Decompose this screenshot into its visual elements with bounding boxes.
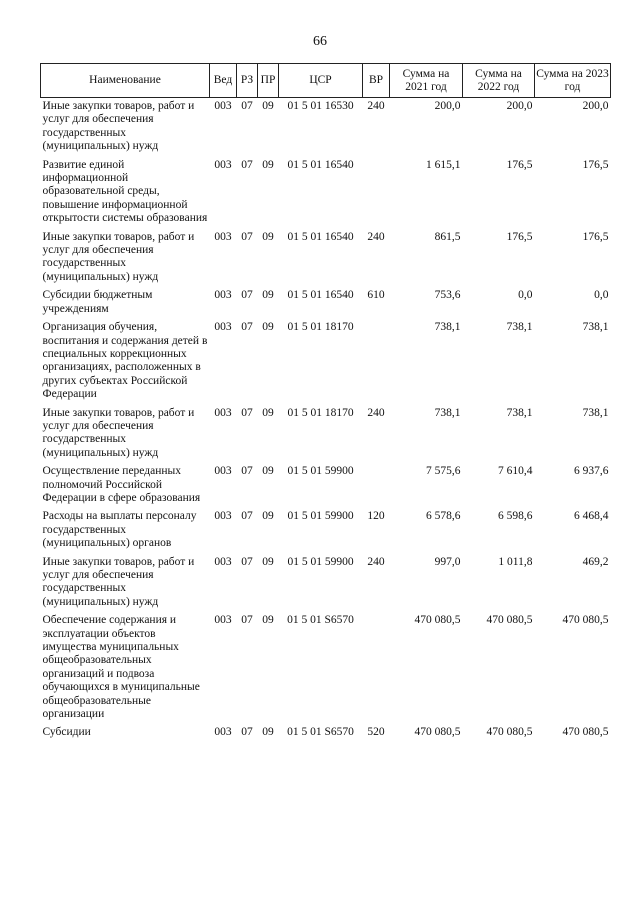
cell-sum-2023: 738,1: [582, 406, 609, 419]
cell-vr: [363, 463, 390, 508]
cell-sum-2021: 470 080,5: [414, 726, 461, 739]
cell-sum-2023: 738,1: [582, 321, 609, 334]
cell-pr: 09: [262, 100, 274, 112]
cell-rz: 07: [241, 614, 253, 627]
cell-pr: 09: [262, 555, 274, 568]
cell-ved: 003: [214, 289, 232, 302]
cell-rz: 07: [241, 289, 253, 302]
cell-csr: 01 5 01 16540: [287, 158, 354, 171]
cell-sum-2023: 470 080,5: [562, 614, 609, 627]
cell-vr: 520: [367, 726, 385, 739]
table-row: [41, 98, 611, 157]
cell-rz: 07: [241, 465, 253, 478]
cell-sum-2021: 997,0: [434, 555, 461, 568]
cell-name: Осуществление переданных полномочий Российской Федерации в сфере образования: [42, 465, 201, 504]
cell-sum-2022: 1 011,8: [498, 555, 533, 568]
table-row: [41, 724, 611, 742]
cell-ved: 003: [214, 555, 232, 568]
cell-sum-2022: 6 598,6: [498, 510, 533, 523]
cell-sum-2023: 0,0: [594, 289, 609, 302]
cell-csr: 01 5 01 16540: [287, 289, 354, 302]
cell-csr: 01 5 01 59900: [287, 510, 354, 523]
cell-name: Иные закупки товаров, работ и услуг для обеспечения государственных (муниципальных) нужд: [42, 406, 195, 459]
cell-rz: 07: [241, 406, 253, 419]
cell-ved: 003: [214, 614, 232, 627]
header-sum-2023: Сумма на 2023 год: [535, 64, 611, 98]
cell-name: Субсидии бюджетным учреждениям: [42, 289, 153, 315]
cell-vr: 240: [367, 230, 385, 243]
cell-rz: 07: [241, 321, 253, 334]
table-row: [41, 554, 611, 613]
cell-sum-2023: 470 080,5: [562, 726, 609, 739]
table-row: [41, 157, 611, 229]
header-sum-2022: Сумма на 2022 год: [463, 64, 535, 98]
table-row: [41, 405, 611, 464]
table-row: [41, 319, 611, 404]
cell-sum-2022: 738,1: [506, 321, 533, 334]
cell-rz: 07: [241, 158, 253, 171]
cell-sum-2021: 470 080,5: [414, 614, 461, 627]
cell-csr: 01 5 01 16530: [287, 100, 354, 112]
cell-sum-2023: 469,2: [582, 555, 609, 568]
cell-rz: 07: [241, 510, 253, 523]
cell-ved: 003: [214, 406, 232, 419]
cell-pr: 09: [262, 614, 274, 627]
cell-csr: 01 5 01 18170: [287, 321, 354, 334]
cell-sum-2022: 470 080,5: [486, 726, 533, 739]
cell-pr: 09: [262, 158, 274, 171]
cell-name: Расходы на выплаты персоналу государственных (муниципальных) органов: [42, 510, 197, 550]
header-ved: Вед: [210, 64, 237, 98]
cell-ved: 003: [214, 158, 232, 171]
cell-sum-2021: 7 575,6: [426, 465, 461, 478]
cell-sum-2022: 176,5: [506, 158, 533, 171]
cell-csr: 01 5 01 59900: [287, 465, 354, 478]
cell-vr: [363, 319, 390, 404]
cell-csr: 01 5 01 16540: [287, 230, 354, 243]
cell-ved: 003: [214, 100, 232, 112]
cell-sum-2023: 176,5: [582, 230, 609, 243]
cell-pr: 09: [262, 321, 274, 334]
cell-vr: 240: [367, 555, 385, 568]
cell-pr: 09: [262, 726, 274, 739]
header-name: Наименование: [41, 64, 210, 98]
cell-rz: 07: [241, 230, 253, 243]
cell-csr: 01 5 01 S6570: [287, 726, 354, 739]
cell-sum-2022: 0,0: [518, 289, 533, 302]
cell-name: Иные закупки товаров, работ и услуг для обеспечения государственных (муниципальных) нужд: [42, 100, 195, 153]
table-row: [41, 463, 611, 508]
table-header-row: [41, 64, 611, 98]
cell-pr: 09: [262, 510, 274, 523]
cell-vr: 610: [367, 289, 385, 302]
cell-vr: 240: [367, 406, 385, 419]
header-vr: ВР: [363, 64, 390, 98]
cell-name: Организация обучения, воспитания и содержания детей в специальных коррекционных организациях, расположенных в других субъектах Российской Федерации: [42, 321, 208, 401]
header-rz: РЗ: [237, 64, 258, 98]
table-row: [41, 612, 611, 724]
cell-sum-2021: 753,6: [434, 289, 461, 302]
cell-sum-2021: 861,5: [434, 230, 461, 243]
cell-sum-2022: 738,1: [506, 406, 533, 419]
cell-pr: 09: [262, 465, 274, 478]
cell-sum-2021: 1 615,1: [426, 158, 461, 171]
cell-vr: 240: [367, 100, 385, 112]
cell-pr: 09: [262, 289, 274, 302]
cell-csr: 01 5 01 S6570: [287, 614, 354, 627]
cell-vr: 120: [367, 510, 385, 523]
table-row: [41, 287, 611, 319]
cell-name: Иные закупки товаров, работ и услуг для обеспечения государственных (муниципальных) нужд: [42, 230, 195, 283]
cell-sum-2022: 176,5: [506, 230, 533, 243]
cell-vr: [363, 157, 390, 229]
cell-sum-2022: 200,0: [506, 100, 533, 112]
cell-csr: 01 5 01 18170: [287, 406, 354, 419]
cell-name: Иные закупки товаров, работ и услуг для обеспечения государственных (муниципальных) нужд: [42, 555, 195, 608]
cell-name: Субсидии: [42, 726, 91, 739]
cell-ved: 003: [214, 465, 232, 478]
cell-sum-2022: 7 610,4: [498, 465, 533, 478]
cell-sum-2023: 200,0: [582, 100, 609, 112]
table-row: [41, 508, 611, 553]
cell-vr: [363, 612, 390, 724]
cell-sum-2023: 6 468,4: [574, 510, 609, 523]
cell-rz: 07: [241, 726, 253, 739]
cell-rz: 07: [241, 100, 253, 112]
cell-name: Развитие единой информационной образовательной среды, повышение информационной открытости системы образования: [42, 158, 208, 225]
cell-pr: 09: [262, 406, 274, 419]
header-pr: ПР: [258, 64, 279, 98]
cell-ved: 003: [214, 726, 232, 739]
cell-sum-2023: 176,5: [582, 158, 609, 171]
cell-rz: 07: [241, 555, 253, 568]
header-sum-2021: Сумма на 2021 год: [390, 64, 463, 98]
cell-sum-2021: 200,0: [434, 100, 461, 112]
page-number: 66: [313, 34, 327, 49]
cell-ved: 003: [214, 230, 232, 243]
cell-sum-2022: 470 080,5: [486, 614, 533, 627]
cell-sum-2023: 6 937,6: [574, 465, 609, 478]
cell-ved: 003: [214, 321, 232, 334]
table-row: [41, 229, 611, 288]
cell-ved: 003: [214, 510, 232, 523]
cell-sum-2021: 738,1: [434, 321, 461, 334]
cell-pr: 09: [262, 230, 274, 243]
header-csr: ЦСР: [279, 64, 363, 98]
budget-table: [40, 63, 611, 743]
cell-csr: 01 5 01 59900: [287, 555, 354, 568]
cell-name: Обеспечение содержания и эксплуатации объектов имущества муниципальных общеобразовательных организаций и подвоза обучающихся в муниципальные общеобразовательные организации: [42, 614, 200, 721]
cell-sum-2021: 738,1: [434, 406, 461, 419]
cell-sum-2021: 6 578,6: [426, 510, 461, 523]
